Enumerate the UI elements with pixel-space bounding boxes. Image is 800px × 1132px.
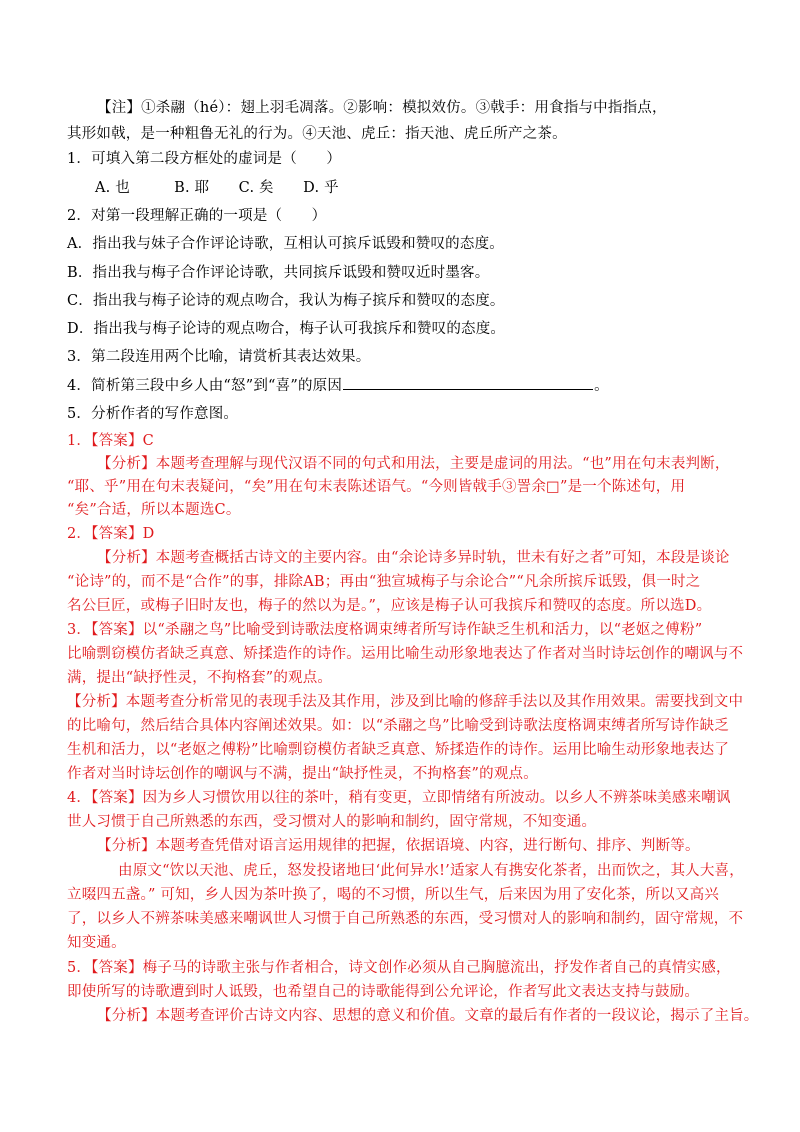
answer-4-detail-line: 由原文“饮以天池、虎丘，怒发投诸地曰‘此何异水!’适家人有携安化茶者，出而饮之，其人大喜，	[118, 863, 744, 879]
answer-1-analysis-line: “耶、乎”用在句末表疑问，“矣”用在句末表陈述语气。“今则皆戟手③詈余□”是一个陈述句，用	[67, 479, 686, 495]
question-4-end: 。	[594, 378, 609, 394]
answer-4-line: 世人习惯于自己所熟悉的东西，受习惯对人的影响和制约，固守常规，不知变通。	[67, 814, 597, 830]
answer-1-analysis-line: “矣”合适，所以本题选C。	[67, 502, 241, 518]
answer-5-line: 5．【答案】梅子马的诗歌主张与作者相合，诗文创作必须从自己胸臆流出，抒发作者自己的真情实感，	[67, 960, 731, 976]
answer-2-analysis-line: “论诗”的，而不是“合作”的事，排除AB；再由“独宣城梅子与余论合”“凡余所摈斥诋毁，俱一时之	[67, 574, 701, 590]
question-5: 5．分析作者的写作意图。	[67, 406, 239, 422]
question-4	[67, 375, 609, 396]
answer-3-line: 满，提出“缺抒性灵，不拘格套”的观点。	[67, 670, 333, 686]
answer-3-analysis-line: 作者对当时诗坛创作的嘲讽与不满，提出“缺抒性灵，不拘格套”的观点。	[67, 766, 538, 782]
question-1-options: A. 也 B. 耶 C. 矣 D. 乎	[95, 180, 339, 196]
question-2-option-b: B．指出我与梅子合作评论诗歌，共同摈斥诋毁和赞叹近时墨客。	[67, 265, 490, 281]
answer-2: 2．【答案】D	[67, 526, 155, 542]
answer-4-detail-line: 立啜四五盏。” 可知，乡人因为茶叶换了，喝的不习惯，所以生气，后来因为用了安化茶，所以又高兴	[67, 887, 719, 903]
answer-4-line: 4．【答案】因为乡人习惯饮用以往的茶叶，稍有变更，立即情绪有所波动。以乡人不辨茶味美感来嘲讽	[67, 790, 731, 806]
question-2-option-d: D．指出我与梅子论诗的观点吻合，梅子认可我摈斥和赞叹的态度。	[67, 321, 506, 337]
question-2-option-c: C．指出我与梅子论诗的观点吻合，我认为梅子摈斥和赞叹的态度。	[67, 293, 505, 309]
question-2: 2．对第一段理解正确的一项是（ ）	[67, 208, 327, 224]
answer-4-detail-line: 了，以乡人不辨茶味美感来嘲讽世人习惯于自己所熟悉的东西，受习惯对人的影响和制约，固守常规，不	[67, 911, 744, 927]
answer-blank	[343, 375, 593, 390]
note-line-2: 其形如戟，是一种粗鲁无礼的行为。④天池、虎丘：指天池、虎丘所产之茶。	[67, 126, 567, 142]
answer-3-line: 3．【答案】以“杀翮之鸟”比喻受到诗歌法度格调束缚者所写诗作缺乏生机和活力，以“老妪之傅粉”	[67, 622, 703, 638]
question-4-text: 4．简析第三段中乡人由“怒”到“喜”的原因	[67, 378, 343, 394]
answer-5-line: 即使所写的诗歌遭到时人诋毁，也希望自己的诗歌能得到公允评论，作者写此文表达支持与鼓励。	[67, 984, 700, 1000]
answer-1-analysis-line: 【分析】本题考查理解与现代汉语不同的句式和用法，主要是虚词的用法。“也”用在句末表判断，	[97, 456, 730, 472]
answer-4-detail-line: 知变通。	[67, 935, 126, 951]
answer-3-analysis-line: 【分析】本题考查分析常见的表现手法及其作用，涉及到比喻的修辞手法以及其作用效果。需要找到文中	[67, 694, 744, 710]
answer-5-analysis: 【分析】本题考查评价古诗文内容、思想的意义和价值。文章的最后有作者的一段议论，揭示了主旨。	[97, 1008, 759, 1024]
question-3: 3．第二段连用两个比喻，请赏析其表达效果。	[67, 349, 371, 365]
question-2-option-a: A．指出我与妹子合作评论诗歌，互相认可摈斥诋毁和赞叹的态度。	[67, 236, 504, 252]
answer-2-analysis-line: 名公巨匠，或梅子旧时友也，梅子的然以为是。”，应该是梅子认可我摈斥和赞叹的态度。所以选D。	[67, 598, 712, 614]
answer-2-analysis-line: 【分析】本题考查概括古诗文的主要内容。由“余论诗多异时轨，世未有好之者”可知，本段是谈论	[97, 550, 730, 566]
answer-4-analysis: 【分析】本题考查凭借对语言运用规律的把握，依据语境、内容，进行断句、排序、判断等。	[97, 838, 700, 854]
answer-3-analysis-line: 生机和活力，以“老妪之傅粉”比喻剽窃模仿者缺乏真意、矫揉造作的诗作。运用比喻生动形象地表达了	[67, 742, 730, 758]
question-1: 1．可填入第二段方框处的虚词是（ ）	[67, 151, 342, 167]
note-line-1: 【注】①杀翮（hé）：翅上羽毛凋落。②影响：模拟效仿。③戟手：用食指与中指指点，	[97, 100, 667, 116]
answer-3-analysis-line: 的比喻句，然后结合具体内容阐述效果。如：以“杀翮之鸟”比喻受到诗歌法度格调束缚者所写诗作缺乏	[67, 718, 730, 734]
answer-3-line: 比喻剽窃模仿者缺乏真意、矫揉造作的诗作。运用比喻生动形象地表达了作者对当时诗坛创作的嘲讽与不	[67, 646, 744, 662]
answer-1: 1．【答案】C	[67, 433, 154, 449]
